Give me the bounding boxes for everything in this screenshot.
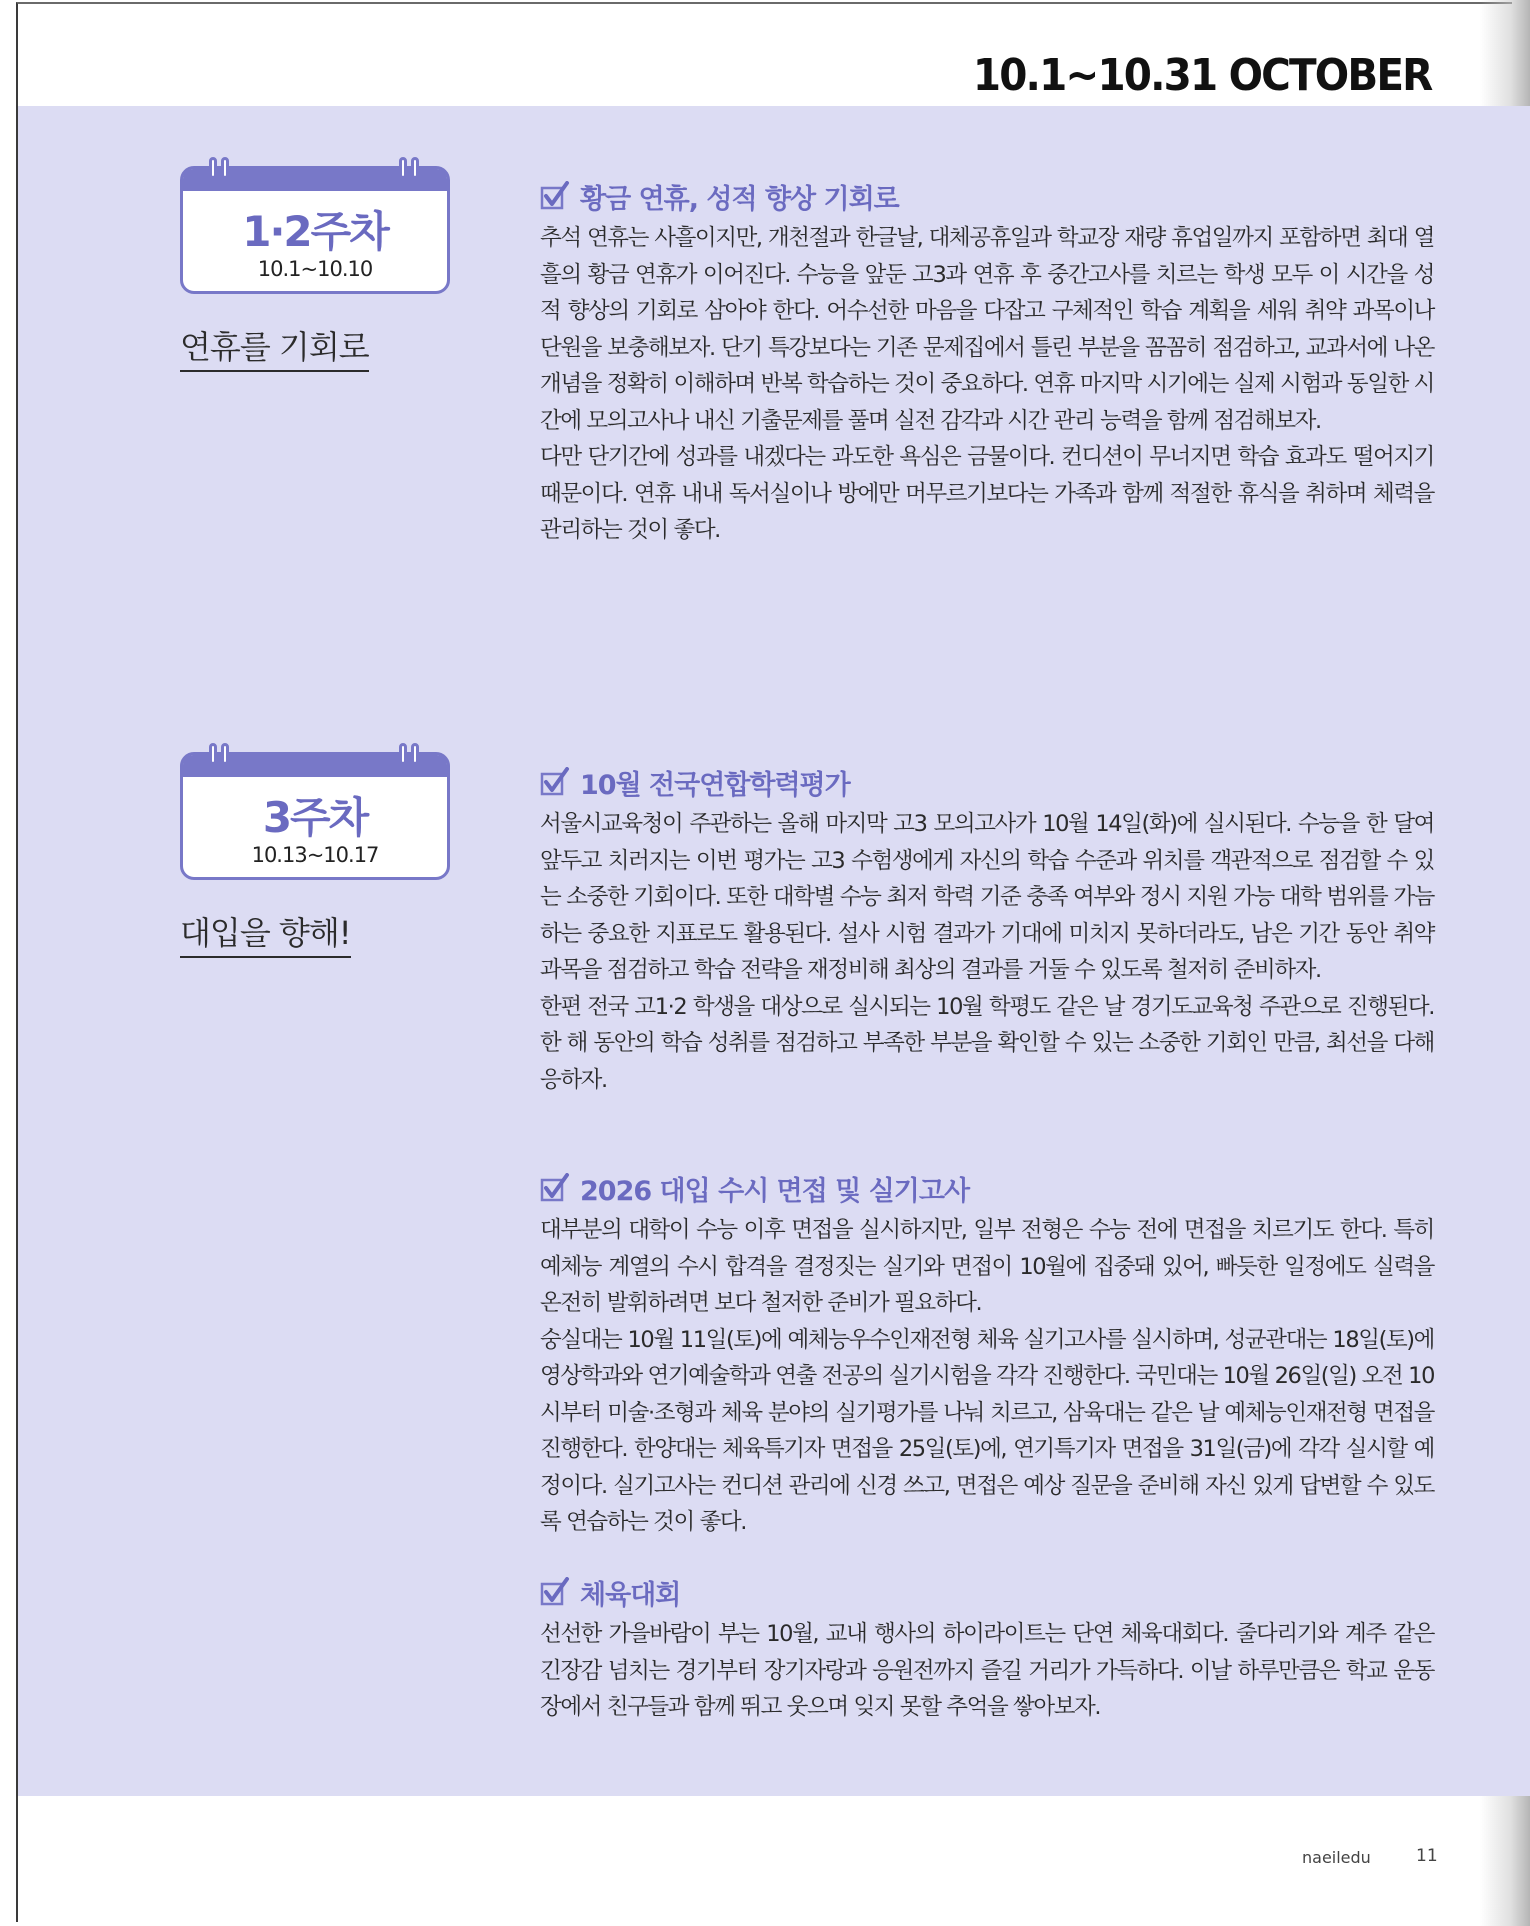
article-heading bbox=[540, 764, 1434, 800]
article-body bbox=[540, 806, 1434, 1098]
page-header-title: 10.1~10.31 OCTOBER bbox=[973, 50, 1432, 101]
calendar-icon bbox=[180, 752, 450, 880]
week-block-3 bbox=[180, 752, 450, 958]
week-label: 3주차 bbox=[262, 793, 368, 842]
calendar-ring bbox=[411, 157, 419, 179]
article-title: 체육대회 bbox=[580, 1579, 681, 1611]
article-title: 2026 대입 수시 면접 및 실기고사 bbox=[580, 1175, 970, 1207]
article-golden-holiday bbox=[540, 178, 1434, 549]
page-number: 11 bbox=[1416, 1846, 1438, 1866]
calendar-ring bbox=[399, 743, 407, 765]
article-title: 황금 연휴, 성적 향상 기회로 bbox=[580, 183, 899, 215]
calendar-ring bbox=[221, 743, 229, 765]
checkbox-check-icon bbox=[540, 1577, 570, 1607]
week-dates: 10.1~10.10 bbox=[257, 257, 373, 281]
week-title: 대입을 향해! bbox=[180, 908, 351, 958]
article-october-mock-exam bbox=[540, 764, 1434, 1098]
calendar-ring bbox=[399, 157, 407, 179]
article-body bbox=[540, 220, 1434, 549]
article-paragraph: 숭실대는 10월 11일(토)에 예체능우수인재전형 체육 실기고사를 실시하며, 성균관대는 18일(토)에 영상학과와 연기예술학과 연출 전공의 실기시험을 각각 진행한다. 국민대는 10월 26일(일) 오전 10시부터 미술·조형과 체육 분야의 실기평가를 나눠 치르고, 삼육대는 같은 날 예체능인재전형 면접을 진행한다. 한양대는 체육특기자 면접을 25일(토)에, 연기특기자 면접을 31일(금)에 각각 실시할 예정이다. 실기고사는 컨디션 관리에 신경 쓰고, 면접은 예상 질문을 준비해 자신 있게 답변할 수 있도록 연습하는 것이 좋다. bbox=[540, 1326, 1434, 1535]
footer-brand: naeiledu bbox=[1302, 1848, 1371, 1867]
article-paragraph: 서울시교육청이 주관하는 올해 마지막 고3 모의고사가 10월 14일(화)에 실시된다. 수능을 한 달여 앞두고 치러지는 이번 평가는 고3 수험생에게 자신의 학습 수준과 위치를 객관적으로 점검할 수 있는 소중한 기회이다. 또한 대학별 수능 최저 학력 기준 충족 여부와 정시 지원 가능 대학 범위를 가늠하는 중요한 지표로도 활용된다. 설사 시험 결과가 기대에 미치지 못하더라도, 남은 기간 동안 취약 과목을 점검하고 학습 전략을 재정비해 최상의 결과를 거둘 수 있도록 철저히 준비하자. bbox=[540, 811, 1434, 983]
article-paragraph: 선선한 가을바람이 부는 10월, 교내 행사의 하이라이트는 단연 체육대회다. 줄다리기와 계주 같은 긴장감 넘치는 경기부터 장기자랑과 응원전까지 즐길 거리가 가득하다. 이날 하루만큼은 학교 운동장에서 친구들과 함께 뛰고 웃으며 잊지 못할 추억을 쌓아보자. bbox=[540, 1621, 1434, 1720]
calendar-ring bbox=[209, 157, 217, 179]
article-paragraph: 추석 연휴는 사흘이지만, 개천절과 한글날, 대체공휴일과 학교장 재량 휴업일까지 포함하면 최대 열흘의 황금 연휴가 이어진다. 수능을 앞둔 고3과 연휴 후 중간고사를 치르는 학생 모두 이 시간을 성적 향상의 기회로 삼아야 한다. 어수선한 마음을 다잡고 구체적인 학습 계획을 세워 취약 과목이나 단원을 보충해보자. 단기 특강보다는 기존 문제집에서 틀린 부분을 꼼꼼히 점검하고, 교과서에 나온 개념을 정확히 이해하며 반복 학습하는 것이 중요하다. 연휴 마지막 시기에는 실제 시험과 동일한 시간에 모의고사나 내신 기출문제를 풀며 실전 감각과 시간 관리 능력을 함께 점검해보자. bbox=[540, 225, 1434, 434]
week-title: 연휴를 기회로 bbox=[180, 322, 369, 372]
week-block-1-2 bbox=[180, 166, 450, 372]
article-paragraph: 한편 전국 고1·2 학생을 대상으로 실시되는 10월 학평도 같은 날 경기도교육청 주관으로 진행된다. 한 해 동안의 학습 성취를 점검하고 부족한 부분을 확인할 수 있는 소중한 기회인 만큼, 최선을 다해 응하자. bbox=[540, 993, 1434, 1093]
article-paragraph: 대부분의 대학이 수능 이후 면접을 실시하지만, 일부 전형은 수능 전에 면접을 치르기도 한다. 특히 예체능 계열의 수시 합격을 결정짓는 실기와 면접이 10월에 집중돼 있어, 빠듯한 일정에도 실력을 온전히 발휘하려면 보다 철저한 준비가 필요하다. bbox=[540, 1217, 1434, 1316]
article-heading bbox=[540, 1170, 1434, 1206]
article-title: 10월 전국연합학력평가 bbox=[580, 769, 850, 801]
article-heading bbox=[540, 1574, 1434, 1610]
article-paragraph: 다만 단기간에 성과를 내겠다는 과도한 욕심은 금물이다. 컨디션이 무너지면 학습 효과도 떨어지기 때문이다. 연휴 내내 독서실이나 방에만 머무르기보다는 가족과 함께 적절한 휴식을 취하며 체력을 관리하는 것이 좋다. bbox=[540, 444, 1434, 543]
article-heading bbox=[540, 178, 1434, 214]
calendar-ring bbox=[209, 743, 217, 765]
calendar-ring bbox=[411, 743, 419, 765]
week-dates: 10.13~10.17 bbox=[251, 843, 379, 867]
article-body bbox=[540, 1212, 1434, 1541]
article-interview-practical bbox=[540, 1170, 1434, 1541]
checkbox-check-icon bbox=[540, 767, 570, 797]
week-label: 1·2주차 bbox=[242, 207, 388, 256]
article-sports-day bbox=[540, 1574, 1434, 1726]
calendar-icon bbox=[180, 166, 450, 294]
checkbox-check-icon bbox=[540, 181, 570, 211]
checkbox-check-icon bbox=[540, 1173, 570, 1203]
article-body bbox=[540, 1616, 1434, 1726]
calendar-ring bbox=[221, 157, 229, 179]
